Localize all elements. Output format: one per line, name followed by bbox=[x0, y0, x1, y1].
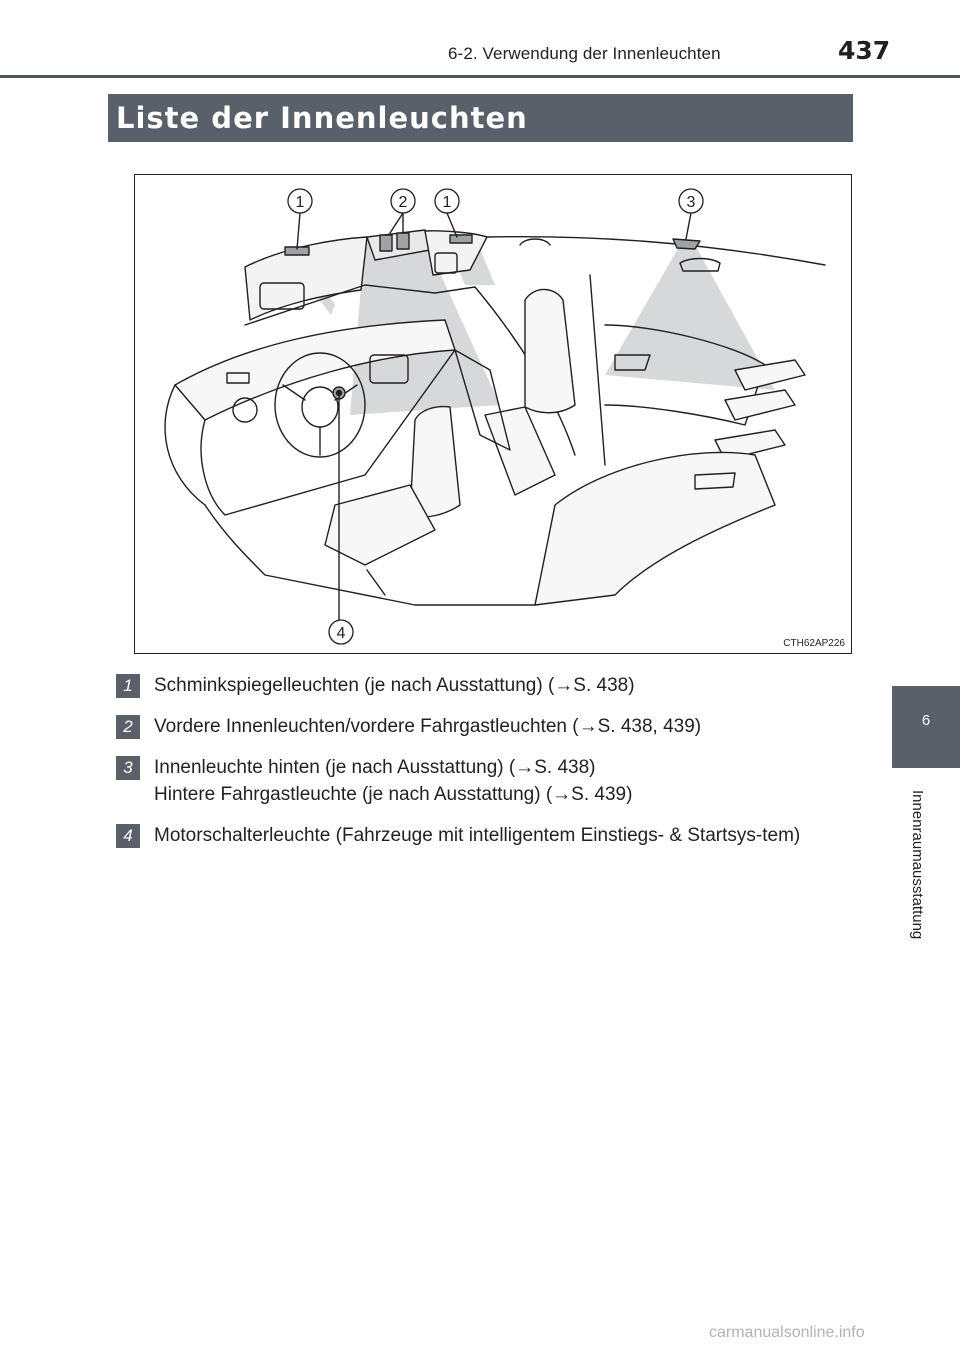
item-text: Innenleuchte hinten (je nach Ausstattung) (→S. 438) bbox=[154, 757, 596, 778]
item-text: Schminkspiegelleuchten (je nach Ausstattung) (→S. 438) bbox=[154, 675, 635, 696]
item-number-badge: 3 bbox=[116, 756, 140, 780]
item-number-badge: 1 bbox=[116, 674, 140, 698]
page-title: Liste der Innenleuchten bbox=[116, 101, 528, 135]
callout-label-3: 3 bbox=[686, 194, 696, 211]
header-rule bbox=[0, 75, 960, 78]
header-section-title: 6-2. Verwendung der Innenleuchten bbox=[448, 44, 721, 63]
chapter-tab[interactable] bbox=[892, 686, 960, 768]
car-interior-illustration bbox=[135, 175, 850, 652]
chapter-label bbox=[904, 790, 934, 990]
chapter-number: 6 bbox=[921, 712, 931, 729]
figure-code: CTH62AP226 bbox=[783, 638, 845, 649]
callout-label-4: 4 bbox=[336, 625, 346, 642]
item-number-badge: 4 bbox=[116, 824, 140, 848]
callout-label-1b: 1 bbox=[442, 194, 452, 211]
callout-label-1a: 1 bbox=[295, 194, 305, 211]
item-number-badge: 2 bbox=[116, 715, 140, 739]
list-item bbox=[116, 672, 856, 699]
interior-lights-figure bbox=[134, 174, 852, 654]
item-list bbox=[116, 672, 856, 863]
title-bar bbox=[108, 94, 853, 142]
list-item bbox=[116, 754, 856, 808]
page-number: 437 bbox=[838, 36, 891, 65]
item-text: Vordere Innenleuchten/vordere Fahrgastleuchten (→S. 438, 439) bbox=[154, 716, 702, 737]
callout-label-2: 2 bbox=[398, 194, 408, 211]
watermark[interactable]: carmanualsonline.info bbox=[709, 1324, 865, 1341]
item-text: Motorschalterleuchte (Fahrzeuge mit intelligentem Einstiegs- & Startsys-tem) bbox=[154, 825, 801, 846]
list-item bbox=[116, 822, 856, 849]
chapter-label-text: Innenraumausstattung bbox=[909, 790, 926, 940]
item-text-line-2: Hintere Fahrgastleuchte (je nach Ausstattung) (→S. 439) bbox=[154, 784, 633, 805]
list-item bbox=[116, 713, 856, 740]
